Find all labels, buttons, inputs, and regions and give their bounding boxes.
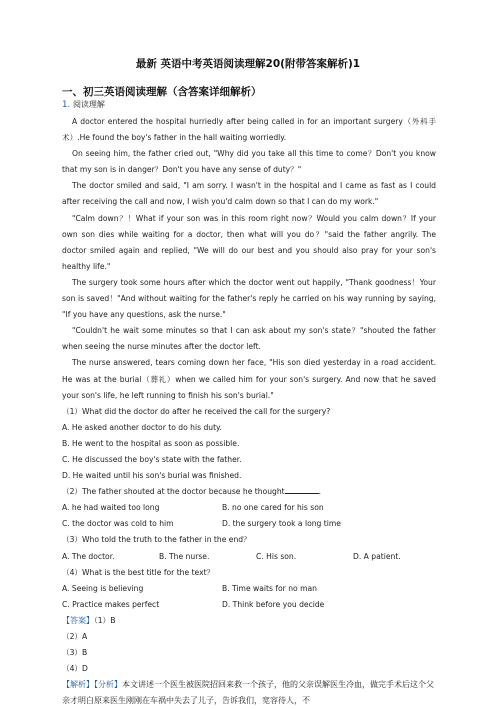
answer-blank: [285, 486, 322, 497]
answer-first: （1）B: [94, 615, 116, 625]
passage-paragraph: The surgery took some hours after which the doctor went out happily, "Thank goodness！Your son is saved！"And without waiting for the father's reply he carried on his way running by saying, "If you have any questions, ask the nurse.": [62, 277, 436, 320]
passage-paragraph: On seeing him, the father cried out, "Why did you take all this time to come？Don't you know that my son is in danger？Don't you have any sense of duty？": [62, 149, 436, 175]
question-1-option-a: A. He asked another doctor to do his duty.: [62, 422, 222, 432]
analysis-text: 本文讲述一个医生被医院招回来救一个孩子，他的父亲误解医生冷血，做完手术后这个父亲才明白原来医生刚刚在车祸中失去了儿子，告诉我们，宽容待人，不: [62, 680, 434, 706]
question-heading: [62, 99, 105, 110]
question-1-stem: （1）What did the doctor do after he received the call for the surgery?: [62, 406, 331, 416]
question-4-stem: （4）What is the best title for the text？: [62, 567, 215, 577]
question-2-option-b: B. no one cared for his son: [222, 503, 324, 513]
question-4-options-row: [62, 581, 436, 597]
passage-paragraph: "Calm down？！What if your son was in this room right now？Would you calm down？If your own son dies while waiting for a doctor, then what will you do？"said the father angrily. The doctor smiled again and replied, "We will do our best and you should also pray for your son's healthy life.": [62, 213, 436, 271]
question-number: 1.: [62, 100, 71, 110]
question-2-option-c: C. the doctor was cold to him: [62, 519, 174, 529]
question-2-options-row: [62, 500, 436, 516]
question-1-option-b: B. He went to the hospital as soon as possible.: [62, 438, 240, 448]
question-4-option-c: C. Practice makes perfect: [62, 599, 160, 609]
question-4-options-row: [62, 597, 436, 613]
question-3-options-row: [62, 549, 436, 565]
answer-tag: 【答案】: [62, 615, 94, 625]
passage-paragraph: The doctor smiled and said, "I am sorry. I wasn't in the hospital and I came as fast as I could after receiving the call and now, I wish you'd calm down so that I can do my work.": [62, 181, 436, 207]
question-3-option-d: D. A patient.: [353, 551, 401, 561]
question-2-stem-end: .: [318, 487, 322, 497]
question-2-stem: [62, 484, 436, 500]
question-2-option-d: D. the surgery took a long time: [222, 519, 341, 529]
analysis-tag: 【解析】: [62, 680, 94, 690]
section-heading: 一、初三英语阅读理解（含答案详细解析）: [62, 86, 262, 98]
answer-line: [62, 613, 436, 629]
question-1-option-d: D. He waited until his son's burial was finished.: [62, 471, 242, 481]
question-3-option-c: C. His son.: [256, 551, 297, 561]
answer-line: （4）D: [62, 664, 88, 674]
page-title: 最新 英语中考英语阅读理解20(附带答案解析)1: [135, 58, 361, 70]
question-2-options-row: [62, 516, 436, 532]
passage-paragraph: The nurse answered, tears coming down her face, "His son died yesterday in a road accident. He was at the burial（葬礼）when we called him for your son's surgery. And now that he saved your son's life, he left running to finish his son's burial.": [62, 358, 436, 400]
analysis-subtag: 【分析】: [94, 680, 122, 690]
answer-line: （2）A: [62, 632, 88, 641]
question-2-option-a: A. he had waited too long: [62, 503, 160, 513]
analysis-paragraph: [62, 677, 436, 709]
question-3-stem: （3）Who told the truth to the father in the end？: [62, 535, 251, 545]
question-3-option-a: A. The doctor.: [62, 551, 115, 561]
question-1-option-c: C. He discussed the boy's state with the father.: [62, 454, 242, 464]
question-2-stem-text: （2）The father shouted at the doctor because he thought: [62, 487, 285, 497]
question-4-option-a: A. Seeing is believing: [62, 583, 144, 593]
document-body: [62, 114, 436, 709]
passage-paragraph: "Couldn't he wait some minutes so that I can ask about my son's state？"shouted the father when seeing the nurse minutes after the doctor left.: [62, 326, 436, 352]
passage-paragraph: A doctor entered the hospital hurriedly after being called in for an important surgery（外科手术）.He found the boy's father in the hall waiting worriedly.: [62, 117, 436, 143]
question-type: 阅读理解: [72, 100, 105, 109]
question-3-option-b: B. The nurse.: [159, 551, 210, 561]
question-4-option-d: D. Think before you decide: [222, 599, 325, 609]
answer-line: （3）B: [62, 648, 88, 658]
question-4-option-b: B. Time waits for no man: [222, 583, 317, 593]
